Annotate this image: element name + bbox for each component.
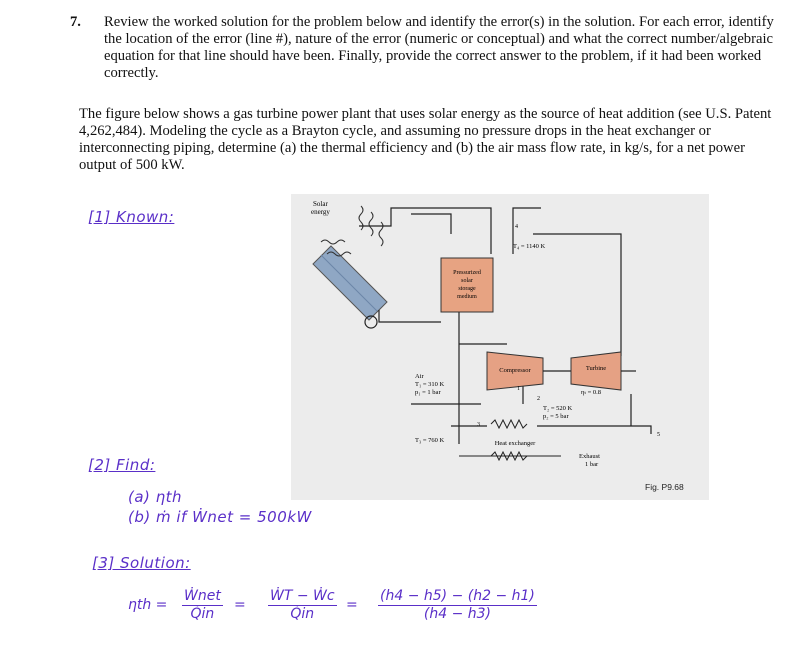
state-2: 2 — [537, 396, 540, 402]
eta-t-label: ηₜ = 0.8 — [581, 389, 602, 396]
question-7 — [70, 14, 780, 82]
figure-caption: Fig. P9.68 — [645, 482, 684, 492]
state-4: 4 — [515, 224, 518, 230]
question-number: 7. — [70, 14, 81, 30]
problem-statement: The figure below shows a gas turbine power plant that uses solar energy as the source of heat addition (see U.S. Patent 4,262,484). Modeling the cycle as a Brayton cycle, and assuming no pressure drops in the heat exchanger or interconnecting piping, determine (a) the thermal efficiency and (b) the air mass flow rate, in kg/s, for a net power output of 500 kW. — [79, 106, 772, 173]
compressor-label: Compressor — [499, 367, 531, 374]
solar-label-1: Solar — [313, 200, 328, 208]
storage-label-2: solar — [461, 278, 473, 284]
find-heading: [2] Find: — [88, 456, 156, 474]
fraction-wt-wc: $\frac{\text{ẆT − Ẇc}}{Q̇in}$ — [270, 588, 335, 622]
t4-label: T₄ = 1140 K — [513, 243, 546, 250]
exhaust-pressure: 1 bar — [585, 461, 599, 468]
p2-label: p₂ = 5 bar — [543, 413, 569, 420]
air-label: Air — [415, 373, 424, 380]
p1-label: p₁ = 1 bar — [415, 389, 441, 396]
t2-label: T₂ = 520 K — [543, 405, 573, 412]
solar-collector — [313, 246, 387, 320]
state-3: 3 — [477, 422, 480, 428]
find-a: (a) ηth — [128, 488, 183, 506]
exhaust-label: Exhaust — [579, 453, 600, 460]
storage-label-1: Pressurized — [453, 270, 481, 276]
hx-label: Heat exchanger — [494, 440, 536, 447]
storage-label-4: medium — [457, 294, 477, 300]
state-1: 1 — [517, 386, 520, 392]
eta-label: ηth = — [128, 597, 168, 613]
equals-1: = — [234, 597, 246, 613]
solar-label-2: energy — [311, 208, 330, 216]
fraction-wnet-qin: Ẇnet Q̇in — [184, 588, 221, 622]
piping — [359, 208, 651, 444]
known-heading: [1] Known: — [88, 208, 175, 226]
storage-box — [441, 258, 493, 312]
turbine-label: Turbine — [585, 365, 607, 372]
t3-label: T₃ = 760 K — [415, 437, 445, 444]
find-b: (b) ṁ if Ẇnet = 500kW — [128, 508, 312, 526]
fraction-enthalpy: $\frac{(h4 - h5) - (h2 - h1)}{(h4 - h3)}$ — [380, 588, 535, 622]
solution-heading: [3] Solution: — [92, 554, 191, 572]
equals-2: = — [346, 597, 358, 613]
state-5: 5 — [657, 432, 660, 438]
storage-label-3: storage — [458, 286, 476, 292]
gas-turbine-figure — [291, 194, 709, 500]
t1-label: T₁ = 310 K — [415, 381, 445, 388]
question-text: Review the worked solution for the problem below and identify the error(s) in the solution. For each error, identify the location of the error (line #), nature of the error (numeric or conceptual) and what the correct number/algebraic equation for that line should have been. Finally, provide the correct answer to the problem, if it had been worked correctly. — [104, 14, 774, 81]
